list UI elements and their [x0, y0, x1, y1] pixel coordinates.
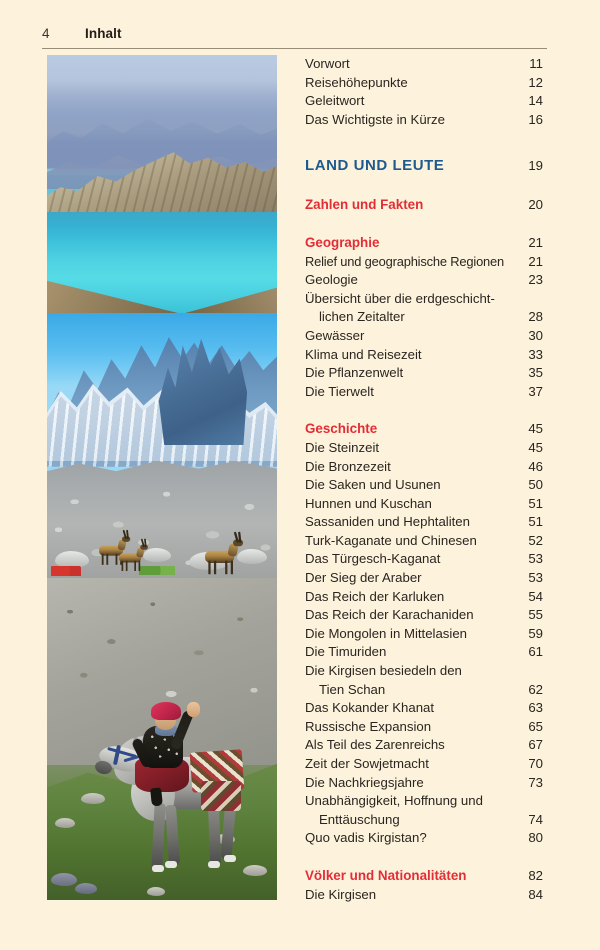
ibex-leg [208, 561, 210, 574]
toc-page-number: 35 [528, 365, 543, 381]
toc-entry-row[interactable] [305, 774, 547, 793]
toc-page-number: 84 [528, 886, 543, 902]
toc-page-number: 28 [528, 309, 543, 325]
rock [51, 873, 77, 886]
horse-hoof [152, 865, 164, 872]
toc-entry-row[interactable] [305, 92, 547, 111]
toc-page-number: 21 [528, 253, 543, 269]
rock [55, 818, 75, 828]
toc-page-number: 52 [528, 532, 543, 548]
toc-entry-row[interactable] [305, 271, 547, 290]
toc-page-number: 74 [528, 811, 543, 827]
rock [147, 887, 165, 896]
toc-page-number: 19 [528, 158, 543, 174]
toc-entry-row[interactable] [305, 811, 547, 830]
ibex-leg [231, 561, 233, 574]
rock [243, 865, 267, 876]
toc-entry-row[interactable] [305, 74, 547, 93]
rider-headscarf [151, 702, 181, 720]
toc-entry-row[interactable] [305, 886, 547, 905]
toc-entry-row[interactable] [305, 346, 547, 365]
toc-entry-label: Geleitwort [305, 93, 365, 109]
toc-entry-row[interactable] [305, 569, 547, 588]
toc-entry-label: Zeit der Sowjetmacht [305, 756, 429, 771]
toc-entry-label: Die Saken und Usunen [305, 477, 441, 493]
toc-entry-label: Tien Schan [319, 681, 386, 697]
toc-page-number: 30 [528, 327, 543, 343]
toc-entry-label: Das Reich der Karachaniden [305, 607, 474, 623]
horse-leg [165, 805, 180, 866]
toc-gap [305, 215, 547, 234]
toc-entry-row[interactable] [305, 755, 547, 774]
toc-gap [305, 177, 547, 196]
toc-entry-row[interactable] [305, 588, 547, 607]
toc-page-number: 45 [528, 439, 543, 455]
toc-entry-label: Zahlen und Fakten [305, 197, 424, 213]
toc-entry-label: Der Sieg der Araber [305, 570, 422, 586]
toc-page-number: 62 [528, 681, 543, 697]
folio-number: 4 [42, 26, 50, 41]
toc-entry-row[interactable] [305, 439, 547, 458]
toc-entry-row[interactable] [305, 606, 547, 625]
toc-entry-label: Quo vadis Kirgistan? [305, 830, 427, 846]
photo-column [47, 55, 277, 900]
toc-entry-row[interactable] [305, 327, 547, 346]
boulder [143, 548, 171, 562]
rider-waving-hand [187, 702, 200, 717]
toc-page-number: 61 [528, 644, 543, 660]
toc-entry-row[interactable] [305, 458, 547, 477]
toc-entry-label: Die Pflanzenwelt [305, 365, 404, 381]
toc-entry-label: Das Türgesch-Kaganat [305, 551, 441, 567]
toc-page-number: 33 [528, 346, 543, 362]
header-divider [42, 48, 547, 49]
toc-entry-label: Die Timuriden [305, 644, 387, 660]
toc-page-number: 55 [528, 607, 543, 623]
toc-entry-label: Hunnen und Kuschan [305, 495, 432, 511]
toc-entry-row[interactable] [305, 364, 547, 383]
toc-entry-row[interactable] [305, 718, 547, 737]
toc-entry-label: Geschichte [305, 421, 378, 437]
rider-boot [150, 787, 163, 806]
toc-entry-label: Geologie [305, 272, 358, 288]
ibex-leg [126, 561, 128, 571]
running-head-title: Inhalt [85, 26, 122, 41]
toc-page-number: 16 [528, 111, 543, 127]
toc-section-row[interactable] [305, 867, 547, 886]
lake-mountains-photo [47, 55, 277, 313]
toc-entry-label: Die Tierwelt [305, 383, 374, 399]
toc-section-row[interactable] [305, 196, 547, 215]
horse-leg [151, 803, 165, 869]
horsewoman-photo [47, 578, 277, 900]
toc-section-row[interactable] [305, 234, 547, 253]
toc-gap [305, 129, 547, 155]
toc-page-number: 53 [528, 570, 543, 586]
toc-page-number: 11 [529, 56, 543, 71]
toc-entry-row[interactable] [305, 550, 547, 569]
toc-entry-label: Geographie [305, 234, 380, 250]
toc-entry-label: Gewässer [305, 327, 365, 343]
toc-chapter-row[interactable] [305, 155, 547, 177]
toc-entry-label: Vorwort [305, 56, 350, 71]
toc-page-number: 37 [528, 383, 543, 399]
rider-woman [135, 704, 215, 804]
toc-section-row[interactable] [305, 420, 547, 439]
green-ground-detail [139, 566, 175, 575]
toc-entry-row[interactable] [305, 699, 547, 718]
toc-page-number: 51 [528, 514, 543, 530]
toc-page-number: 23 [528, 272, 543, 288]
toc-entry-row[interactable] [305, 495, 547, 514]
table-of-contents [305, 55, 547, 904]
toc-entry-row[interactable] [305, 55, 547, 74]
toc-entry-row[interactable] [305, 625, 547, 644]
toc-entry-row[interactable] [305, 513, 547, 532]
toc-entry-label: Enttäuschung [319, 811, 400, 827]
toc-page-number: 70 [528, 756, 543, 771]
toc-page-number: 12 [528, 74, 543, 90]
toc-entry-label: Die Steinzeit [305, 439, 380, 455]
toc-page-number: 51 [528, 495, 543, 511]
toc-entry-label: Die Nachkriegsjahre [305, 774, 424, 790]
toc-page-number: 63 [528, 700, 543, 716]
toc-entry-label: Russische Expansion [305, 718, 432, 734]
toc-page-number: 82 [528, 867, 543, 883]
toc-entry-label: Völker und Nationalitäten [305, 867, 467, 883]
toc-page-number: 53 [528, 551, 543, 567]
toc-entry-row[interactable] [305, 308, 547, 327]
toc-page-number: 20 [528, 197, 543, 213]
horse-hoof [165, 861, 177, 868]
toc-page-number: 50 [528, 477, 543, 493]
toc-entry-row[interactable] [305, 681, 547, 700]
ibex-leg [102, 554, 104, 565]
toc-entry-label: Das Kokander Khanat [305, 700, 435, 716]
toc-entry-label: Sassaniden und Hephtaliten [305, 514, 470, 530]
toc-entry-row[interactable] [305, 290, 547, 309]
toc-page-number: 67 [528, 737, 543, 753]
toc-page-number: 65 [528, 718, 543, 734]
ibex-leg [225, 561, 227, 574]
toc-entry-label: Das Reich der Karluken [305, 588, 445, 604]
toc-entry-label: Übersicht über die erdgeschicht- [305, 290, 495, 306]
page-header [42, 26, 548, 48]
red-ground-detail [51, 566, 81, 576]
toc-entry-row[interactable] [305, 662, 547, 681]
toc-entry-label: Reisehöhepunkte [305, 74, 408, 90]
toc-entry-row[interactable] [305, 532, 547, 551]
toc-entry-row[interactable] [305, 383, 547, 402]
toc-entry-row[interactable] [305, 736, 547, 755]
toc-page-number: 14 [528, 93, 543, 109]
rock [81, 793, 105, 804]
toc-entry-label: lichen Zeitalter [319, 309, 405, 325]
toc-page-number: 46 [528, 458, 543, 474]
toc-page-number: 73 [528, 774, 543, 790]
toc-entry-label: Als Teil des Zarenreichs [305, 737, 445, 753]
toc-entry-row[interactable] [305, 792, 547, 811]
toc-entry-label: Unabhängigkeit, Hoffnung und [305, 793, 483, 809]
toc-page-number: 54 [528, 588, 543, 604]
toc-entry-row[interactable] [305, 253, 547, 272]
boulder [237, 549, 267, 564]
toc-entry-label: Die Kirgisen besiedeln den [305, 663, 462, 679]
ibex-leg [116, 554, 118, 565]
toc-page-number: 21 [528, 234, 543, 250]
toc-entry-row[interactable] [305, 829, 547, 848]
toc-entry-row[interactable] [305, 643, 547, 662]
ibex-snowpeaks-photo [47, 313, 277, 578]
toc-entry-label: LAND UND LEUTE [305, 157, 445, 175]
toc-entry-row[interactable] [305, 476, 547, 495]
toc-page-number: 59 [528, 625, 543, 641]
toc-entry-label: Das Wichtigste in Kürze [305, 111, 445, 127]
toc-entry-row[interactable] [305, 111, 547, 130]
toc-entry-label: Turk-Kaganate und Chinesen [305, 532, 477, 548]
toc-page-number: 80 [528, 830, 543, 846]
toc-entry-label: Klima und Reisezeit [305, 346, 422, 362]
horse-hoof [224, 855, 236, 862]
ibex-leg [214, 561, 216, 574]
toc-entry-label: Die Mongolen in Mittelasien [305, 625, 467, 641]
ibex-leg [134, 561, 136, 571]
horse-hoof [208, 861, 220, 868]
ibex-leg [139, 561, 141, 571]
ibex-leg [106, 554, 108, 565]
rock [75, 883, 97, 894]
toc-gap [305, 401, 547, 420]
toc-entry-label: Die Kirgisen [305, 886, 377, 902]
toc-entry-label: Die Bronzezeit [305, 458, 391, 474]
toc-gap [305, 848, 547, 867]
toc-entry-label: Relief und geographische Regionen [305, 253, 505, 269]
toc-page-number: 45 [528, 421, 543, 437]
ibex-leg [122, 561, 124, 571]
